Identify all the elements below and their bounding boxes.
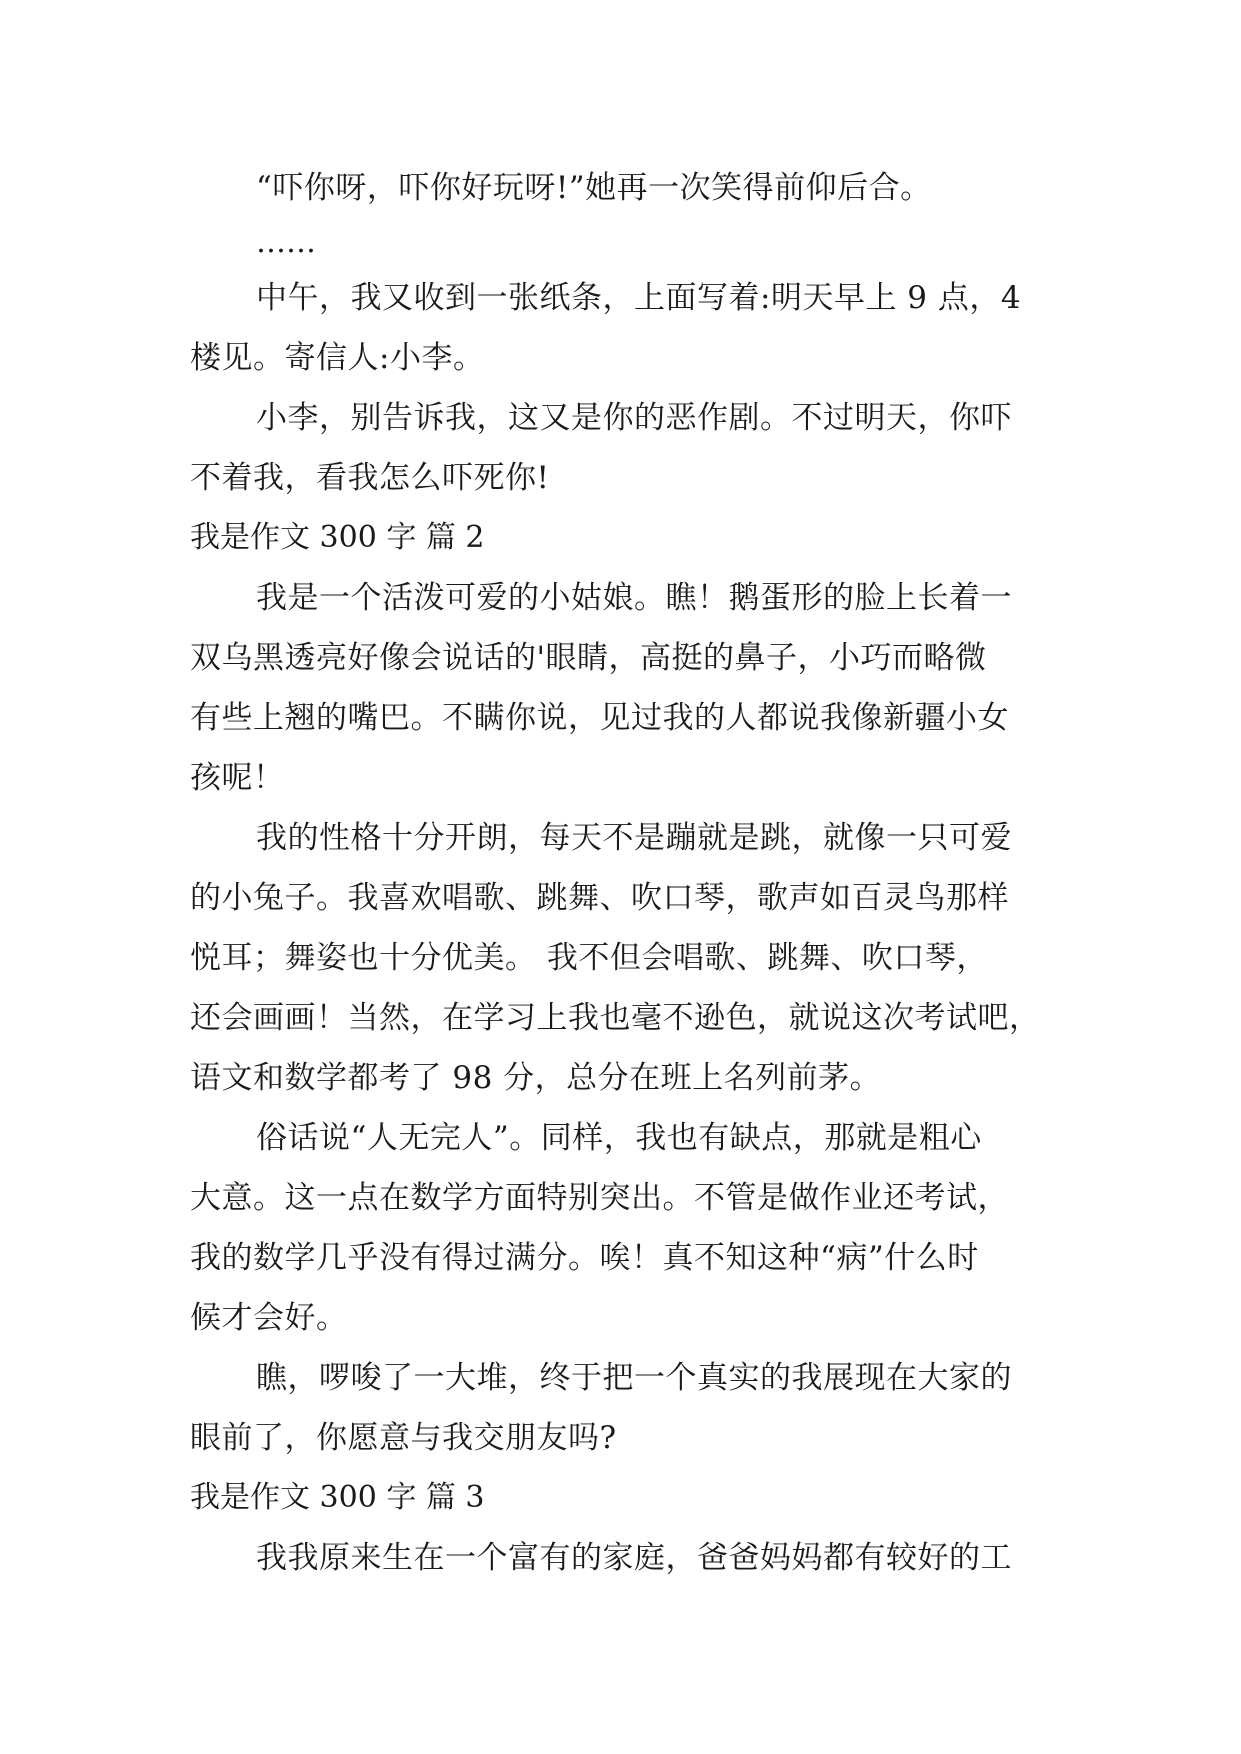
paragraph-line: 中午，我又收到一张纸条，上面写着:明天早上 9 点，4 bbox=[256, 280, 1022, 316]
ellipsis-line: …… bbox=[256, 225, 316, 260]
paragraph-line: “吓你呀，吓你好玩呀!”她再一次笑得前仰后合。 bbox=[256, 170, 932, 206]
paragraph-line: 瞧，啰唆了一大堆，终于把一个真实的我展现在大家的 bbox=[256, 1360, 1012, 1396]
paragraph-line: 楼见。寄信人:小李。 bbox=[190, 340, 485, 376]
document-page bbox=[190, 158, 1070, 1588]
paragraph-line: 眼前了，你愿意与我交朋友吗? bbox=[190, 1420, 617, 1456]
paragraph-line: 孩呢！ bbox=[190, 760, 285, 796]
paragraph-line: 俗话说“人无完人”。同样，我也有缺点，那就是粗心 bbox=[256, 1120, 982, 1156]
paragraph-line: 我的性格十分开朗，每天不是蹦就是跳，就像一只可爱 bbox=[256, 820, 1012, 856]
section-heading: 我是作文 300 字 篇 3 bbox=[190, 1480, 485, 1515]
paragraph-line: 我的数学几乎没有得过满分。唉！真不知这种“病”什么时 bbox=[190, 1240, 979, 1276]
paragraph-line: 大意。这一点在数学方面特别突出。不管是做作业还考试， bbox=[190, 1180, 1009, 1216]
paragraph-line: 双乌黑透亮好像会说话的'眼睛，高挺的鼻子，小巧而略微 bbox=[190, 640, 987, 676]
paragraph-line: 不着我，看我怎么吓死你! bbox=[190, 460, 550, 496]
paragraph-line: 我是一个活泼可爱的小姑娘。瞧！鹅蛋形的脸上长着一 bbox=[256, 580, 1012, 616]
paragraph-line: 语文和数学都考了 98 分，总分在班上名列前茅。 bbox=[190, 1060, 882, 1096]
paragraph-line: 候才会好。 bbox=[190, 1300, 348, 1336]
paragraph-line: 小李，别告诉我，这又是你的恶作剧。不过明天，你吓 bbox=[256, 400, 1012, 436]
paragraph-line: 有些上翘的嘴巴。不瞒你说，见过我的人都说我像新疆小女 bbox=[190, 700, 1009, 736]
paragraph-line: 悦耳；舞姿也十分优美。 我不但会唱歌、跳舞、吹口琴， bbox=[190, 940, 988, 976]
paragraph-line: 的小兔子。我喜欢唱歌、跳舞、吹口琴，歌声如百灵鸟那样 bbox=[190, 880, 1009, 916]
section-heading: 我是作文 300 字 篇 2 bbox=[190, 520, 485, 555]
paragraph-line: 我我原来生在一个富有的家庭，爸爸妈妈都有较好的工 bbox=[256, 1540, 1012, 1576]
paragraph-line: 还会画画！当然，在学习上我也毫不逊色，就说这次考试吧， bbox=[190, 1000, 1041, 1036]
